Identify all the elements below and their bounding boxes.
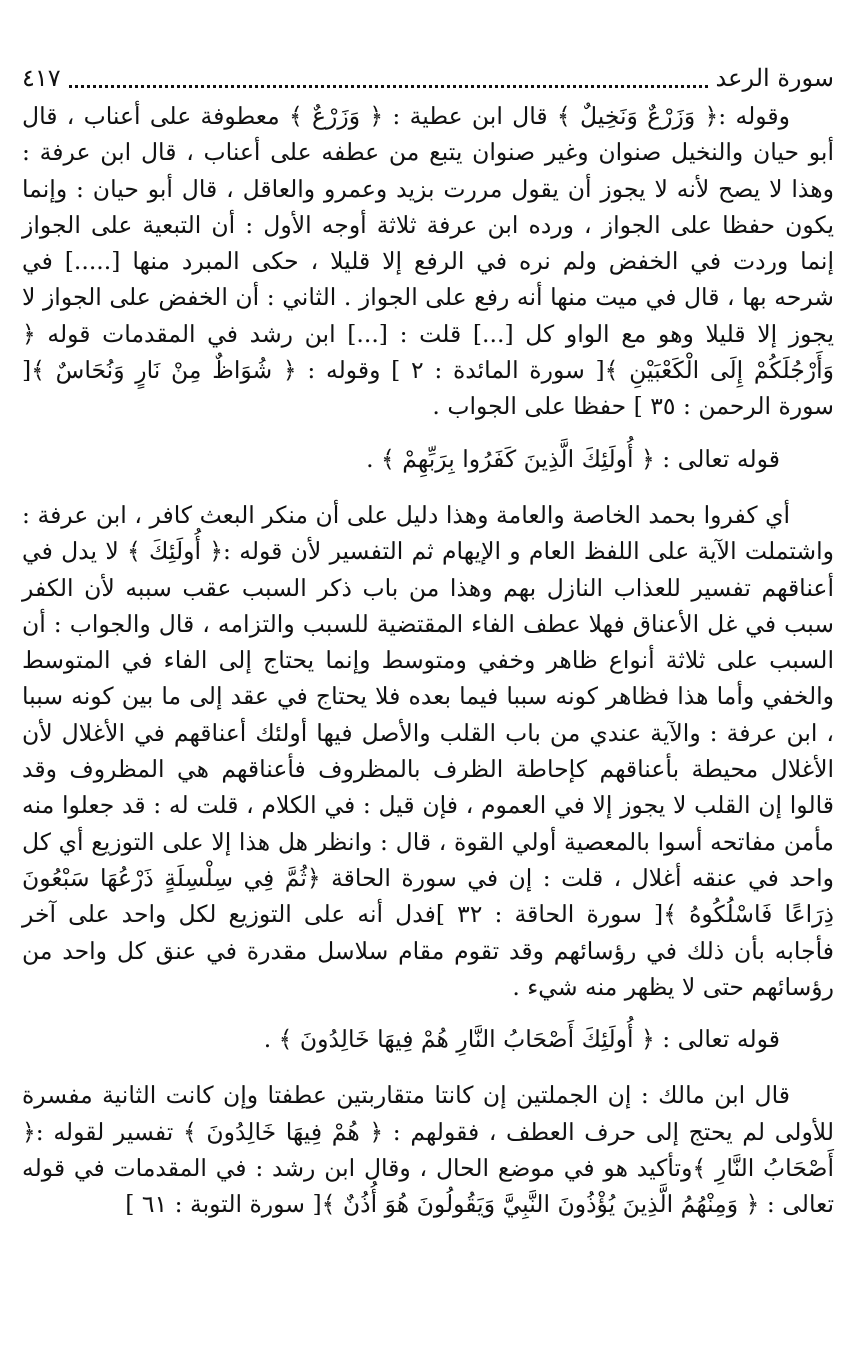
- paragraph-commentary-aghlal: أي كفروا بحمد الخاصة والعامة وهذا دليل على أن منكر البعث كافر ، ابن عرفة : واشتملت الآية على اللفظ العام و الإيهام ثم التفسير لأن قوله :﴿ أُولَئِكَ ﴾ لا يدل في أعناقهم تفسير للعذاب النازل بهم وهذا من باب ذكر السبب عقب سببه لأن الكفر سبب في غل الأعناق فهلا عطف الفاء المقتضية للسبب والتزامه ، قال والجواب : أن السبب على ثلاثة أنواع ظاهر وخفي ومتوسط وإنما يحتاج إلى الفاء في المتوسط والخفي وأما هذا فظاهر كونه سببا فيما بعده فلا يحتاج في عقد إلى ما بين كونه سببا ، ابن عرفة : والآية عندي من باب القلب والأصل فيها أولئك أعناقهم في الأغلال لأن الأغلال محيطة بأعناقهم كإحاطة الظرف بالمظروف فأعناقهم هي المظروف وقد قالوا إن القلب لا يجوز إلا في العموم ، فإن قيل : في الكلام ، قلت له : قد جعلوا منه مأمن مفاتحه أسوا بالمعصية أولي القوة ، قال : وانظر هل هذا إلا على التوزيع أي كل واحد في عنقه أغلال ، قلت : إن في سورة الحاقة ﴿ثُمَّ فِي سِلْسِلَةٍ ذَرْعُهَا سَبْعُونَ ذِرَاعًا فَاسْلُكُوهُ ﴾[ سورة الحاقة : ٣٢ ]فدل أنه على التوزيع لكل واحد على آخر فأجابه بأن ذلك في رؤسائهم وقد تقوم مقام سلاسل مقدرة في عنق كل واحد من رؤسائهم حتى لا يظهر منه شيء .: [22, 500, 834, 1001]
- paragraph-commentary-zar: وقوله :﴿ وَزَرْعٌ وَنَخِيلٌ ﴾ قال ابن عطية : ﴿ وَزَرْعٌ ﴾ معطوفة على أعناب ، قال أبو حيان والنخيل صنوان وغير صنوان يتبع من عطفه على أعناب ، قال ابن عرفة : وهذا لا يصح لأنه لا يجوز أن يقول مررت بزيد وعمرو والعاقل ، قال أبو حيان : وإنما يكون حفظا على الجواز ، ورده ابن عرفة ثلاثة أوجه الأول : أن التبعية على الجواز إنما وردت في الخفض ولم نره في الرفع إلا قليلا ، حكى المبرد منها [.....] في شرحه بها ، قال في ميت منها أنه رفع على الجواز . الثاني : أن الخفض على الجواز لا يجوز إلا قليلا وهو مع الواو كل [...] قلت : [...] ابن رشد في المقدمات قوله ﴿ وَأَرْجُلَكُمْ إِلَى الْكَعْبَيْنِ ﴾[ سورة المائدة : ٢ ] وقوله : ﴿ شُوَاظٌ مِنْ نَارٍ وَنُحَاسٌ ﴾[ سورة الرحمن : ٣٥ ] حفظا على الجواب .: [22, 102, 834, 421]
- surah-title: سورة الرعد: [715, 64, 834, 92]
- page-header: [22, 58, 834, 98]
- page-number: ٤١٧: [22, 64, 61, 92]
- verse-heading-ashab-annar: قوله تعالى : ﴿ أُولَئِكَ أَصْحَابُ النَّارِ هُمْ فِيهَا خَالِدُونَ ﴾ .: [263, 1025, 780, 1054]
- header-dotted-rule: [69, 85, 708, 88]
- book-page: [22, 58, 834, 1362]
- verse-heading-ulaika-kafaru: قوله تعالى : ﴿ أُولَئِكَ الَّذِينَ كَفَرُوا بِرَبِّهِمْ ﴾ .: [366, 444, 780, 473]
- paragraph-commentary-ibn-malik: قال ابن مالك : إن الجملتين إن كانتا متقاربتين عطفتا وإن كانت الثانية مفسرة للأولى لم يحتج إلى حرف العطف ، فقولهم : ﴿ هُمْ فِيهَا خَالِدُونَ ﴾ تفسير لقوله :﴿ أَصْحَابُ النَّارِ ﴾وتأكيد هو في موضع الحال ، وقال ابن رشد : في المقدمات في قوله تعالى : ﴿ وَمِنْهُمُ الَّذِينَ يُؤْذُونَ النَّبِيَّ وَيَقُولُونَ هُوَ أُذُنٌ ﴾[ سورة التوبة : ٦١ ]: [22, 1081, 834, 1219]
